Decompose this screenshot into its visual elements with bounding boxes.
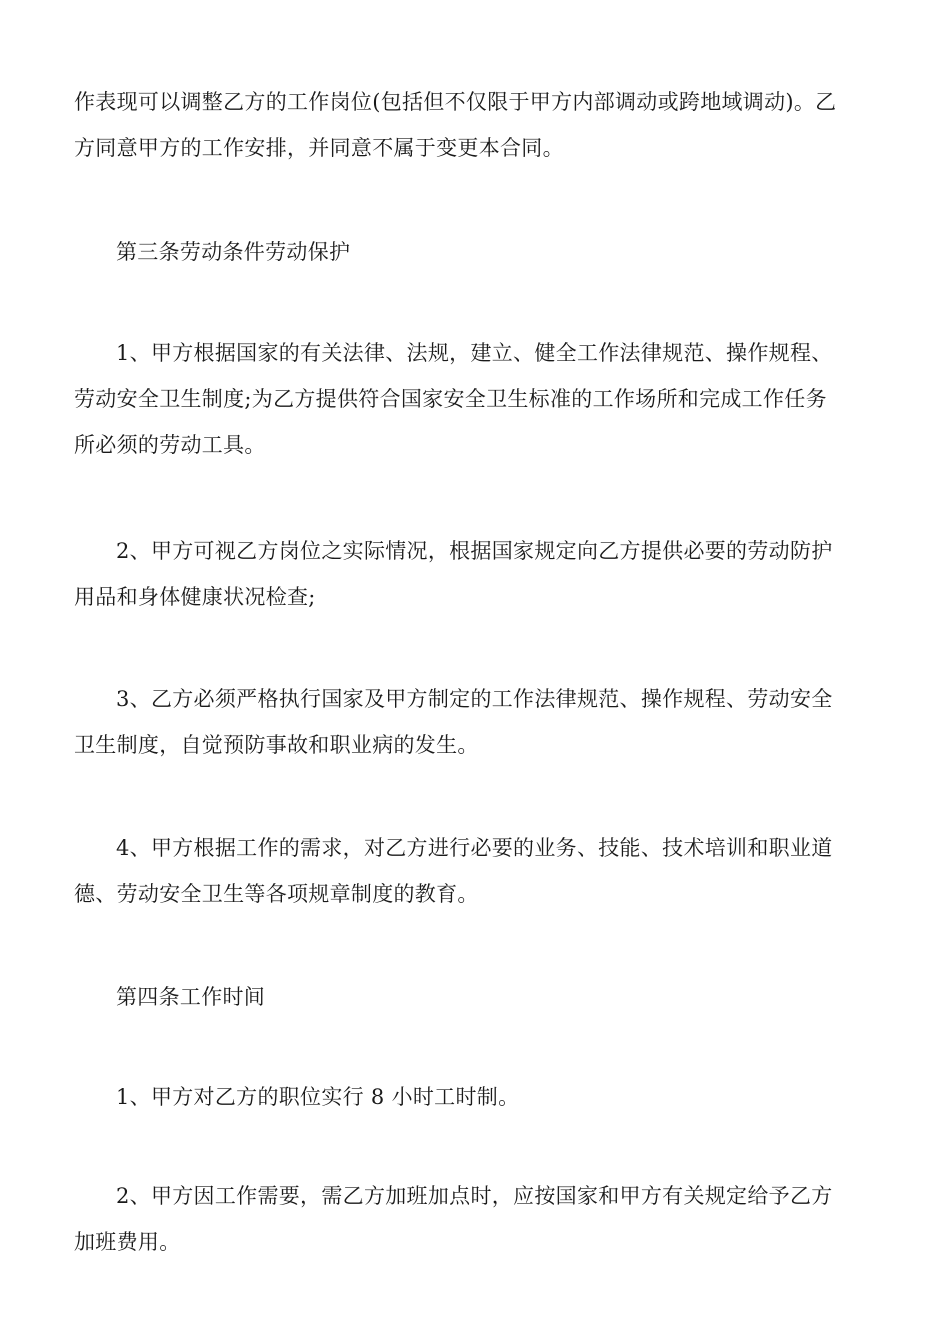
text-line: 劳动安全卫生制度;为乙方提供符合国家安全卫生标准的工作场所和完成工作任务 xyxy=(74,387,827,411)
article-3-heading xyxy=(74,229,880,275)
text-line: 2、甲方可视乙方岗位之实际情况，根据国家规定向乙方提供必要的劳动防护 xyxy=(116,539,833,563)
paragraph-continuation xyxy=(74,79,880,171)
text-line: 所必须的劳动工具。 xyxy=(74,433,266,457)
text-line: 1、甲方对乙方的职位实行 8 小时工时制。 xyxy=(116,1085,520,1109)
text-line: 4、甲方根据工作的需求，对乙方进行必要的业务、技能、技术培训和职业道 xyxy=(116,836,833,860)
text-line: 卫生制度，自觉预防事故和职业病的发生。 xyxy=(74,733,479,757)
article-3-item-1 xyxy=(74,330,880,468)
text-line: 德、劳动安全卫生等各项规章制度的教育。 xyxy=(74,882,479,906)
text-line: 1、甲方根据国家的有关法律、法规，建立、健全工作法律规范、操作规程、 xyxy=(116,341,833,365)
article-3-item-2 xyxy=(74,528,880,620)
text-line: 3、乙方必须严格执行国家及甲方制定的工作法律规范、操作规程、劳动安全 xyxy=(116,687,833,711)
article-4-item-2 xyxy=(74,1173,880,1265)
article-4-heading xyxy=(74,974,880,1020)
text-line: 用品和身体健康状况检查; xyxy=(74,585,316,609)
text-line: 方同意甲方的工作安排，并同意不属于变更本合同。 xyxy=(74,136,564,160)
heading-text: 第四条工作时间 xyxy=(116,985,266,1009)
text-line: 加班费用。 xyxy=(74,1230,181,1254)
text-line: 2、甲方因工作需要，需乙方加班加点时，应按国家和甲方有关规定给予乙方 xyxy=(116,1184,833,1208)
heading-text: 第三条劳动条件劳动保护 xyxy=(116,240,351,264)
text-line: 作表现可以调整乙方的工作岗位(包括但不仅限于甲方内部调动或跨地域调动)。乙 xyxy=(74,90,837,114)
article-4-item-1 xyxy=(74,1074,880,1120)
article-3-item-4 xyxy=(74,825,880,917)
article-3-item-3 xyxy=(74,676,880,768)
